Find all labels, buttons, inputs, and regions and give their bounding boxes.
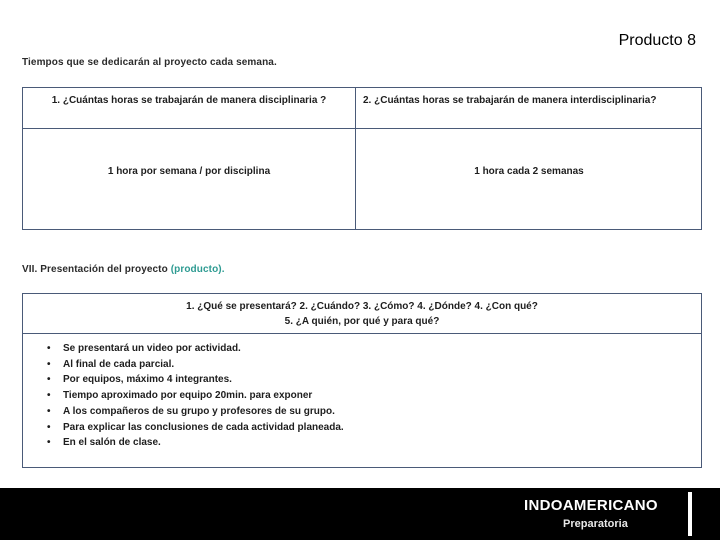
bullet-icon: • (47, 374, 51, 386)
bullet-icon: • (47, 343, 51, 354)
section-heading-presentacion (22, 264, 225, 275)
presentation-questions (23, 294, 701, 334)
question-interdisciplinary-hours: 2. ¿Cuántas horas se trabajarán de manera interdisciplinaria? (363, 95, 657, 106)
answer-disciplinary-hours: 1 hora por semana / por disciplina (107, 166, 271, 177)
list-item-text: Para explicar las conclusiones de cada actividad planeada. (63, 421, 344, 433)
list-item (47, 404, 344, 420)
brand-logo-text: INDOAMERICANO (524, 497, 658, 514)
bullet-icon: • (47, 390, 51, 402)
bullet-icon: • (47, 437, 51, 449)
questions-line-2: 5. ¿A quién, por qué y para qué? (284, 316, 440, 327)
bullet-icon: • (47, 421, 51, 433)
bullet-icon: • (47, 405, 51, 417)
list-item (47, 435, 344, 451)
brand-subtitle: Preparatoria (563, 518, 628, 530)
column-divider (355, 88, 356, 229)
list-item-text: A los compañeros de su grupo y profesores de su grupo. (63, 405, 335, 417)
list-item-text: Al final de cada parcial. (63, 358, 175, 370)
hours-table (22, 87, 702, 230)
questions-line-1: 1. ¿Qué se presentará? 2. ¿Cuándo? 3. ¿Cómo? 4. ¿Dónde? 4. ¿Con qué? (186, 301, 538, 312)
list-item (47, 341, 344, 357)
presentation-table (22, 293, 702, 468)
presentation-answers-list (47, 341, 344, 451)
list-item (47, 388, 344, 404)
list-item (47, 357, 344, 373)
footer-bar (0, 488, 720, 540)
bullet-icon: • (47, 358, 51, 370)
list-item-text: En el salón de clase. (63, 437, 161, 449)
list-item-text: Tiempo aproximado por equipo 20min. para exponer (63, 390, 313, 402)
heading-main-text: VII. Presentación del proyecto (22, 264, 168, 275)
section-heading-tiempos: Tiempos que se dedicarán al proyecto cada semana. (22, 57, 277, 68)
question-disciplinary-hours: 1. ¿Cuántas horas se trabajarán de manera disciplinaria ? (51, 95, 327, 106)
list-item-text: Por equipos, máximo 4 integrantes. (63, 374, 232, 386)
list-item-text: Se presentará un video por actividad. (63, 343, 241, 354)
page-label: Producto 8 (618, 32, 696, 49)
heading-accent-text: (producto). (170, 264, 225, 275)
list-item (47, 420, 344, 436)
list-item (47, 372, 344, 388)
logo-bar-icon (688, 492, 692, 536)
answer-interdisciplinary-hours: 1 hora cada 2 semanas (474, 166, 584, 177)
